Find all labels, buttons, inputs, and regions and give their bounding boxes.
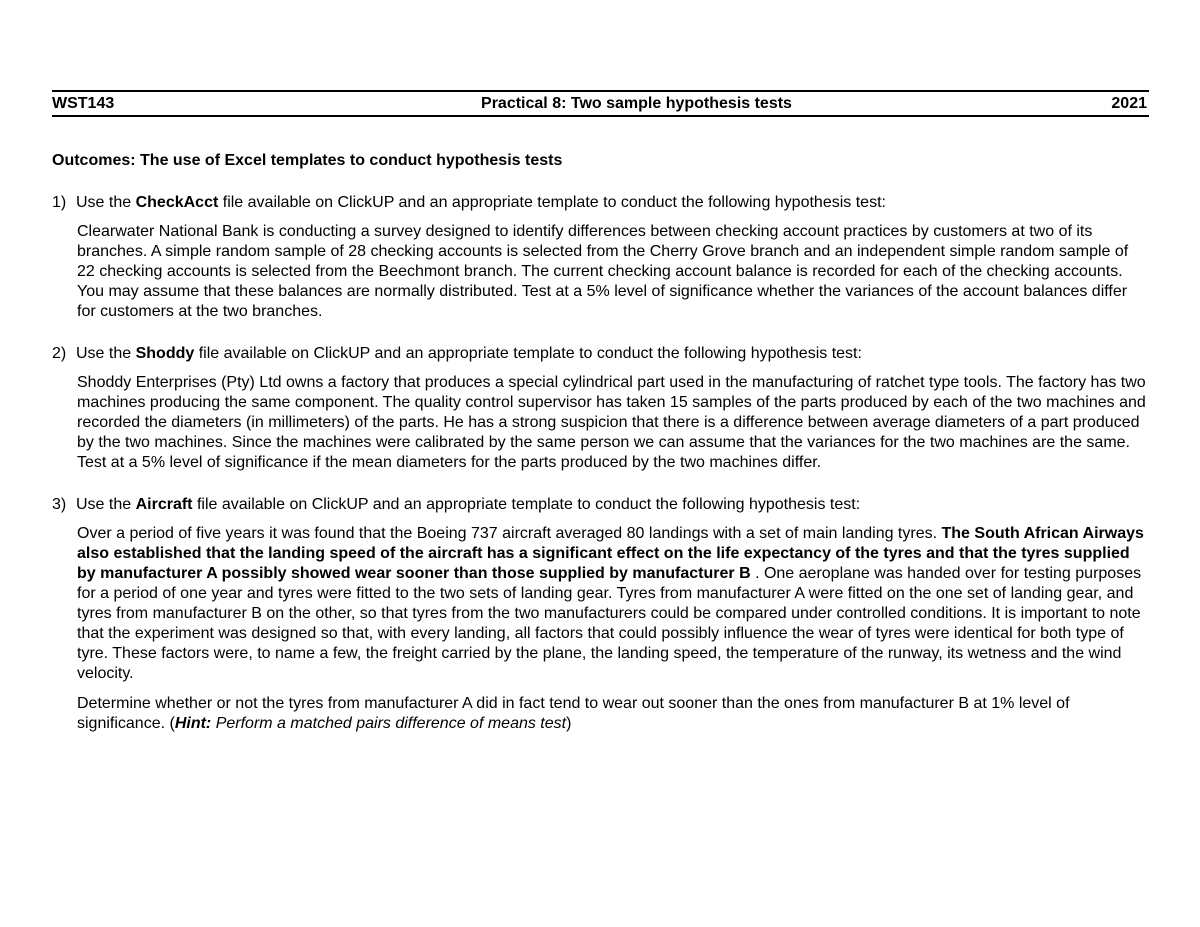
question-3 [52, 495, 1149, 734]
question-1 [52, 193, 1149, 322]
question-body: Shoddy Enterprises (Pty) Ltd owns a factory that produces a special cylindrical part used in the manufacturing of ratchet type tools. The factory has two machines producing the same component. The quality control supervisor has taken 15 samples of the parts produced by each of the two machines and recorded the diameters (in millimeters) of the parts. He has a strong suspicion that there is a difference between average diameters of a part produced by the two machines. Since the machines were calibrated by the same person we can assume that the variances for the two machines are the same. Test at a 5% level of significance if the mean diameters for the parts produced by the two machines differ. [77, 374, 1146, 471]
hint-text: Perform a matched pairs difference of means test [211, 715, 567, 732]
body2-close: ) [566, 715, 572, 732]
stem-suffix: file available on ClickUP and an appropriate template to conduct the following hypothesis test: [218, 194, 886, 211]
stem-suffix: file available on ClickUP and an appropriate template to conduct the following hypothesis test: [194, 345, 862, 362]
page-title: Practical 8: Two sample hypothesis tests [481, 95, 792, 112]
question-stem [52, 495, 1149, 515]
body-text: Over a period of five years it was found that the Boeing 737 aircraft averaged 80 landings with a set of main landing tyres. [77, 525, 942, 542]
stem-prefix: Use the [76, 345, 136, 362]
body-text-continued: . One aeroplane was handed over for testing purposes for a period of one year and tyres were fitted to the two sets of landing gear. Tyres from manufacturer A were fitted on the one set of landing gear, and tyres from manufacturer B on the other, so that tyres from the two manufacturers could be compared under controlled conditions. It is important to note that the experiment was designed so that, with every landing, all factors that could possibly influence the wear of tyres were identical for both type of tyre. These factors were, to name a few, the freight carried by the plane, the landing speed, the temperature of the runway, its wetness and the wind velocity. [77, 565, 1142, 682]
question-body-part-2 [77, 694, 1149, 734]
file-name: Shoddy [135, 345, 195, 362]
outcomes-heading: Outcomes: The use of Excel templates to conduct hypothesis tests [52, 152, 563, 169]
stem-suffix: file available on ClickUP and an appropriate template to conduct the following hypothesis test: [192, 496, 861, 513]
question-2 [52, 344, 1149, 473]
question-body [77, 524, 1149, 684]
stem-prefix: Use the [76, 194, 136, 211]
body-bold-text: The South African Airways also established that the landing speed of the aircraft has a significant effect on the life expectancy of the tyres and that the tyres supplied by manufacturer A possibly showed wear sooner than those supplied by manufacturer B [77, 525, 1144, 582]
file-name: CheckAcct [135, 194, 219, 211]
year: 2021 [1111, 95, 1147, 112]
page-header [52, 90, 1149, 117]
stem-prefix: Use the [76, 496, 136, 513]
document-page [52, 90, 1149, 734]
question-stem [52, 344, 1149, 364]
body2-text: Determine whether or not the tyres from manufacturer A did in fact tend to wear out sooner than the ones from manufacturer B at 1% level of significance. ( [77, 695, 1070, 732]
question-number: 3) [52, 496, 67, 513]
hint-label: Hint: [174, 715, 212, 732]
question-body: Clearwater National Bank is conducting a survey designed to identify differences between checking account practices by customers at two of its branches. A simple random sample of 28 checking accounts is selected from the Cherry Grove branch and an independent simple random sample of 22 checking accounts is selected from the Beechmont branch. The current checking account balance is recorded for each of the checking accounts. You may assume that these balances are normally distributed. Test at a 5% level of significance whether the variances of the account balances differ for customers at the two branches. [77, 223, 1129, 320]
question-number: 2) [52, 345, 67, 362]
course-code: WST143 [52, 95, 115, 112]
file-name: Aircraft [135, 496, 193, 513]
question-number: 1) [52, 194, 67, 211]
question-stem [52, 193, 1149, 213]
